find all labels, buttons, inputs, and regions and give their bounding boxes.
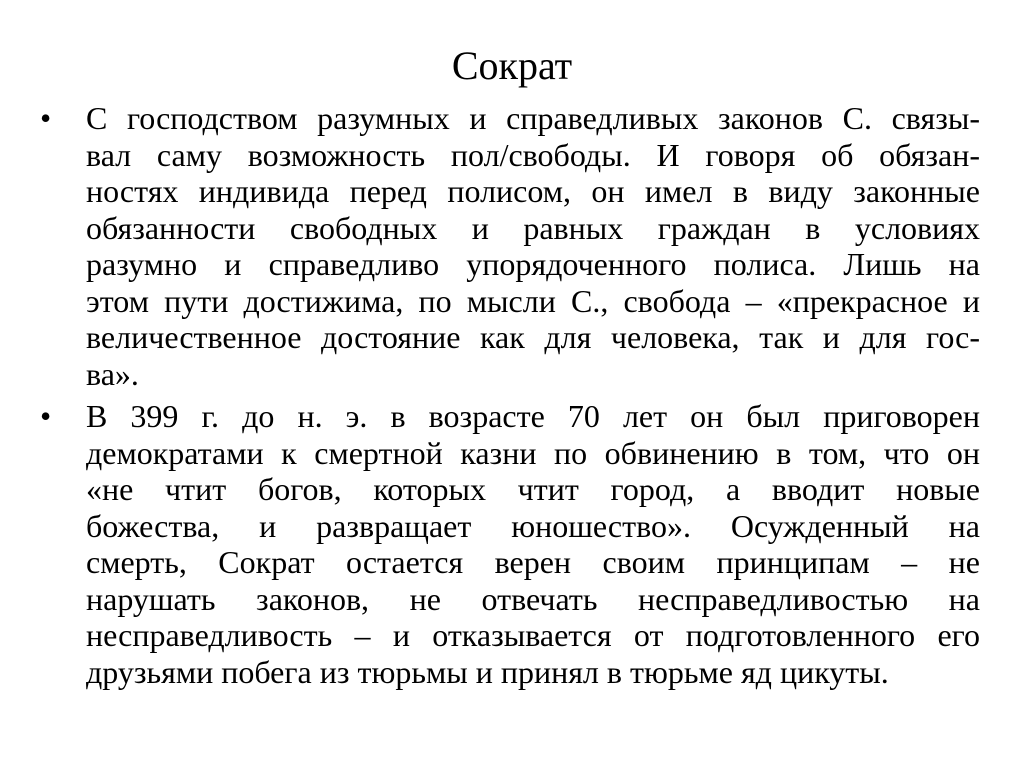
bullet-line: этом пути достижима, по мысли С., свобода – «прекрасное и xyxy=(86,282,980,319)
bullet-line: величественное достояние как для человека, так и для гос- xyxy=(86,319,980,355)
bullet-line: «не чтит богов, которых чтит город, а вводит новые xyxy=(86,471,980,507)
bullet-line: В 399 г. до н. э. в возрасте 70 лет он был приговорен xyxy=(86,398,980,434)
bullet-line: ностях индивида перед полисом, он имел в виду законные xyxy=(86,173,980,209)
bullet-line: разумно и справедливо упорядоченного полиса. Лишь на xyxy=(86,246,980,282)
bullet-item-2 xyxy=(36,398,980,690)
slide-title: Сократ xyxy=(451,43,573,88)
bullet-line: демократами к смертной казни по обвинению в том, что он xyxy=(86,434,980,471)
bullet-line: божества, и развращает юношество». Осужденный на xyxy=(86,507,980,544)
bullet-line: ва». xyxy=(86,355,139,392)
bullet-marker: • xyxy=(40,398,52,434)
bullet-line: смерть, Сократ остается верен своим принципам – не xyxy=(86,544,980,580)
bullet-line: вал саму возможность пол/свободы. И говоря об обязан- xyxy=(86,136,980,173)
bullet-list xyxy=(36,100,980,696)
bullet-item-1 xyxy=(36,100,980,392)
bullet-line: несправедливость – и отказывается от подготовленного его xyxy=(86,617,980,653)
bullet-line: С господством разумных и справедливых законов С. связы- xyxy=(86,100,980,136)
bullet-marker: • xyxy=(40,100,52,136)
bullet-line: обязанности свободных и равных граждан в условиях xyxy=(86,209,980,246)
bullet-line: друзьями побега из тюрьмы и принял в тюрьме яд цикуты. xyxy=(86,653,889,690)
bullet-line: нарушать законов, не отвечать несправедливостью на xyxy=(86,580,980,617)
